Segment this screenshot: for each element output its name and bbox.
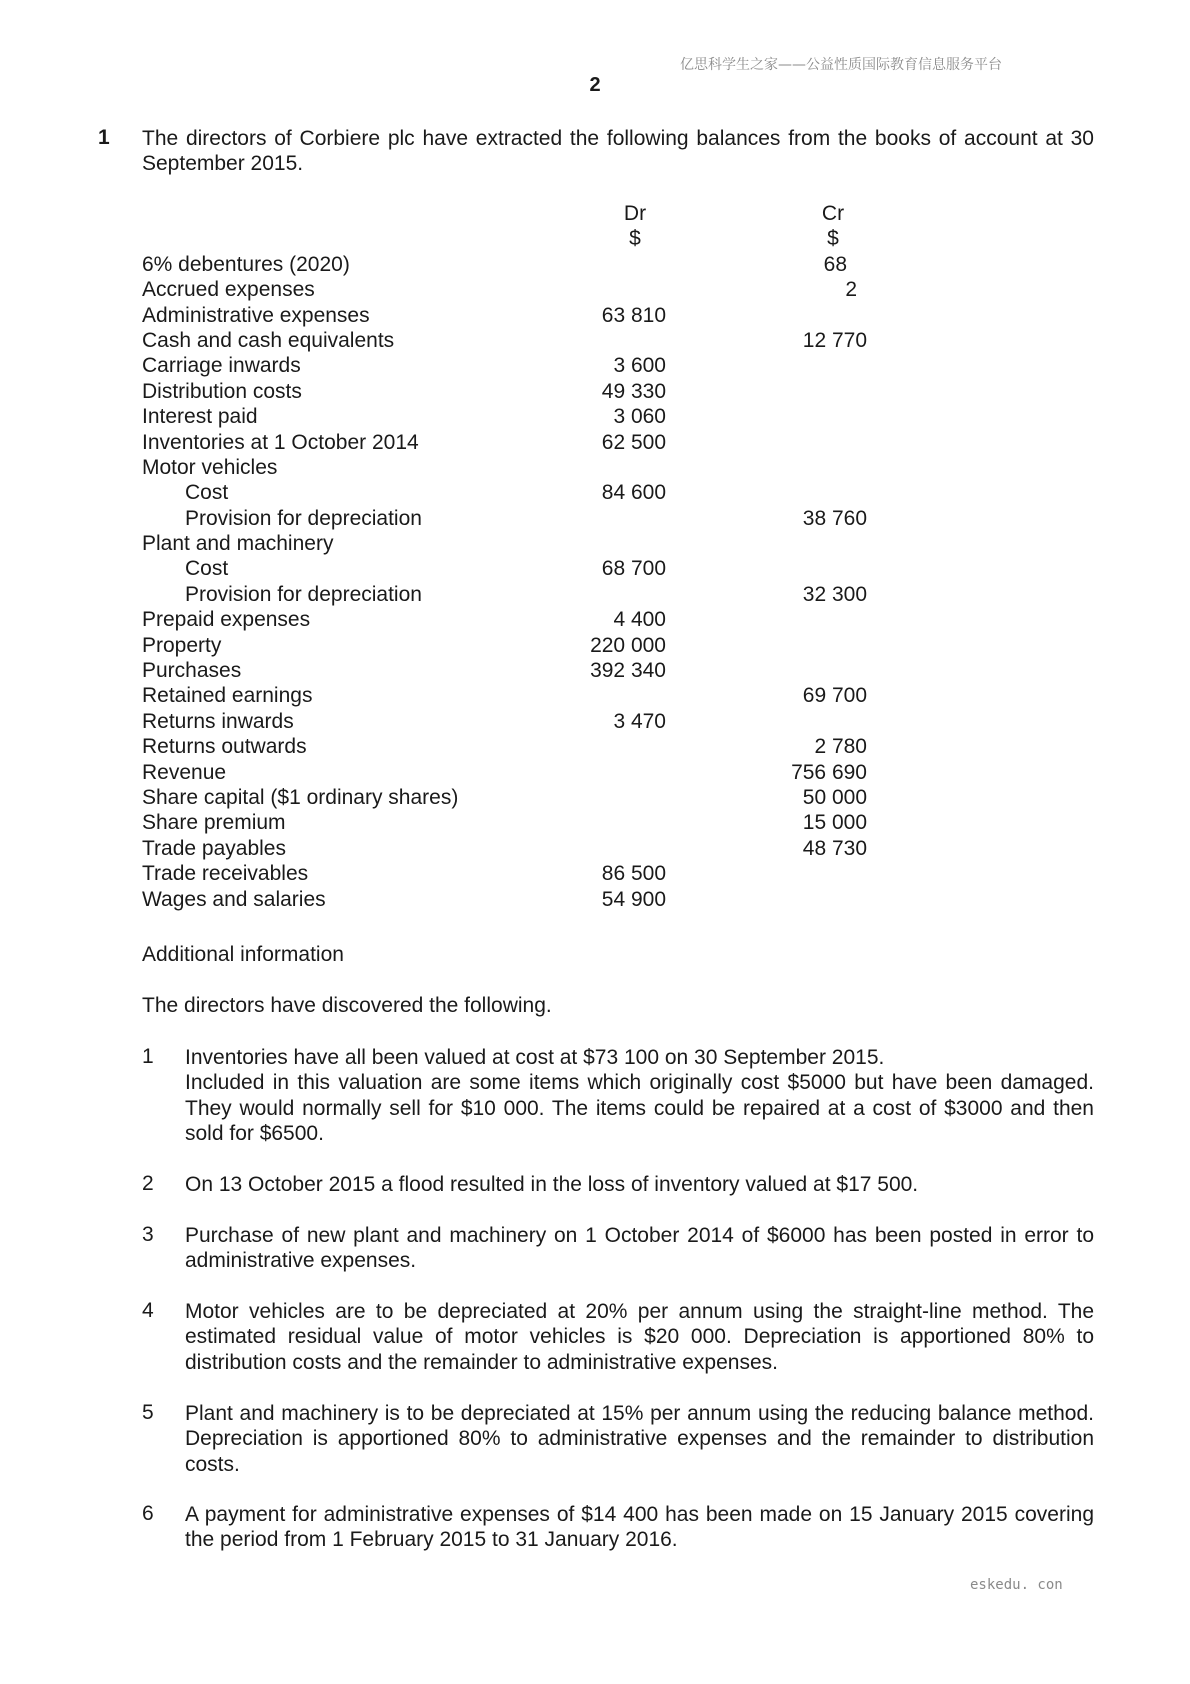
row-cr: 48 730 (802, 836, 867, 860)
row-dr: 84 600 (601, 481, 666, 505)
row-dr: 62 500 (601, 430, 666, 454)
row-label: Wages and salaries (142, 887, 326, 911)
row-cr: 2 780 (814, 735, 867, 759)
row-dr: 63 810 (601, 303, 666, 327)
row-label: Provision for depreciation (185, 582, 422, 606)
note-number: 4 (142, 1299, 154, 1322)
table-row (142, 785, 902, 810)
row-label: Accrued expenses (142, 278, 315, 302)
table-row (142, 404, 902, 429)
row-label: Purchases (142, 659, 242, 683)
row-cr: 32 300 (802, 582, 867, 606)
note-number: 5 (142, 1401, 154, 1424)
row-label: Share capital ($1 ordinary shares) (142, 785, 459, 809)
question-intro: The directors of Corbiere plc have extracted the following balances from the books of account at 30 September 2015. (142, 127, 1094, 175)
row-dr: 3 470 (613, 709, 666, 733)
table-row (142, 455, 902, 480)
row-dr: 392 340 (590, 659, 666, 683)
table-row (142, 430, 902, 455)
table-row (142, 734, 902, 759)
note-text: On 13 October 2015 a flood resulted in the loss of inventory valued at $17 500. (185, 1173, 919, 1196)
row-label: Plant and machinery (142, 532, 334, 556)
row-label: Cost (185, 557, 229, 581)
row-dr: 54 900 (601, 887, 666, 911)
row-label: Retained earnings (142, 684, 313, 708)
table-row (142, 328, 902, 353)
note-number: 3 (142, 1223, 154, 1246)
row-label: Revenue (142, 760, 227, 784)
page-number: 2 (589, 74, 601, 96)
row-dr: 3 060 (613, 405, 666, 429)
watermark-bottom: eskedu. con (970, 1577, 1063, 1593)
note-text: Plant and machinery is to be depreciated at 15% per annum using the reducing balance method. Depreciation is apportioned 80% to administrative expenses and the remainder to distribution costs. (185, 1402, 1094, 1476)
table-row (142, 480, 902, 505)
table-row (142, 810, 902, 835)
note-text: Purchase of new plant and machinery on 1 October 2014 of $6000 has been posted in error to administrative expenses. (185, 1224, 1094, 1273)
trial-balance-table (142, 201, 902, 912)
table-row (142, 709, 902, 734)
note-text (185, 1045, 1094, 1147)
table-row (142, 353, 902, 378)
note-text: Motor vehicles are to be depreciated at 20% per annum using the straight-line method. The estimated residual value of motor vehicles is $20 000. Depreciation is apportioned 80% to distribution costs and the remainder to administrative expenses. (185, 1300, 1094, 1374)
row-cr: 2 (845, 278, 857, 302)
table-header-row (142, 201, 902, 226)
row-cr: 756 690 (791, 760, 867, 784)
note-line: Inventories have all been valued at cost at $73 100 on 30 September 2015. (185, 1046, 885, 1069)
table-row (142, 760, 902, 785)
row-label: Motor vehicles (142, 455, 278, 479)
table-row (142, 607, 902, 632)
table-row (142, 303, 902, 328)
table-row (142, 277, 902, 302)
row-dr: 86 500 (601, 862, 666, 886)
row-label: Prepaid expenses (142, 608, 311, 632)
header-dr-unit: $ (629, 227, 641, 251)
note-text: A payment for administrative expenses of $14 400 has been made on 15 January 2015 covering the period from 1 February 2015 to 31 January 2016. (185, 1503, 1094, 1552)
table-row (142, 252, 902, 277)
table-row (142, 887, 902, 912)
row-label: Carriage inwards (142, 354, 301, 378)
row-dr: 68 700 (601, 557, 666, 581)
note-line: Included in this valuation are some items which originally cost $5000 but have been damaged. They would normally sell for $10 000. The items could be repaired at a cost of $3000 and then sold for $6500. (185, 1071, 1094, 1146)
row-label: Share premium (142, 811, 286, 835)
table-row (142, 379, 902, 404)
watermark-top: 亿思科学生之家——公益性质国际教育信息服务平台 (680, 57, 1002, 73)
header-dr: Dr (623, 202, 647, 225)
row-cr: 69 700 (802, 684, 867, 708)
row-label: Returns inwards (142, 709, 294, 733)
row-label: 6% debentures (2020) (142, 252, 350, 276)
row-dr: 220 000 (590, 633, 666, 657)
table-row (142, 556, 902, 581)
row-label: Cost (185, 481, 229, 505)
row-label: Inventories at 1 October 2014 (142, 430, 419, 454)
row-cr: 50 000 (802, 785, 867, 809)
table-row (142, 633, 902, 658)
question-number: 1 (98, 126, 110, 149)
table-row (142, 658, 902, 683)
row-cr: 12 770 (802, 328, 867, 352)
row-label: Distribution costs (142, 379, 302, 403)
row-label: Interest paid (142, 405, 258, 429)
row-cr: 68 (823, 252, 847, 276)
row-label: Provision for depreciation (185, 506, 422, 530)
row-label: Property (142, 633, 222, 657)
header-cr-unit: $ (827, 227, 839, 251)
note-number: 6 (142, 1502, 154, 1525)
table-row (142, 861, 902, 886)
table-row (142, 836, 902, 861)
table-row (142, 531, 902, 556)
row-dr: 49 330 (601, 379, 666, 403)
table-header-unit-row (142, 226, 902, 251)
additional-info-heading: Additional information (142, 943, 344, 966)
table-row (142, 582, 902, 607)
row-label: Trade receivables (142, 862, 309, 886)
row-label: Cash and cash equivalents (142, 328, 395, 352)
discovered-intro: The directors have discovered the following. (142, 994, 552, 1017)
table-row (142, 506, 902, 531)
table-row (142, 683, 902, 708)
row-label: Trade payables (142, 836, 286, 860)
row-dr: 4 400 (613, 608, 666, 632)
row-label: Returns outwards (142, 735, 307, 759)
row-dr: 3 600 (613, 354, 666, 378)
row-label: Administrative expenses (142, 303, 370, 327)
header-cr: Cr (821, 202, 845, 225)
row-cr: 38 760 (802, 506, 867, 530)
note-number: 1 (142, 1045, 154, 1068)
row-cr: 15 000 (802, 811, 867, 835)
note-number: 2 (142, 1172, 154, 1195)
